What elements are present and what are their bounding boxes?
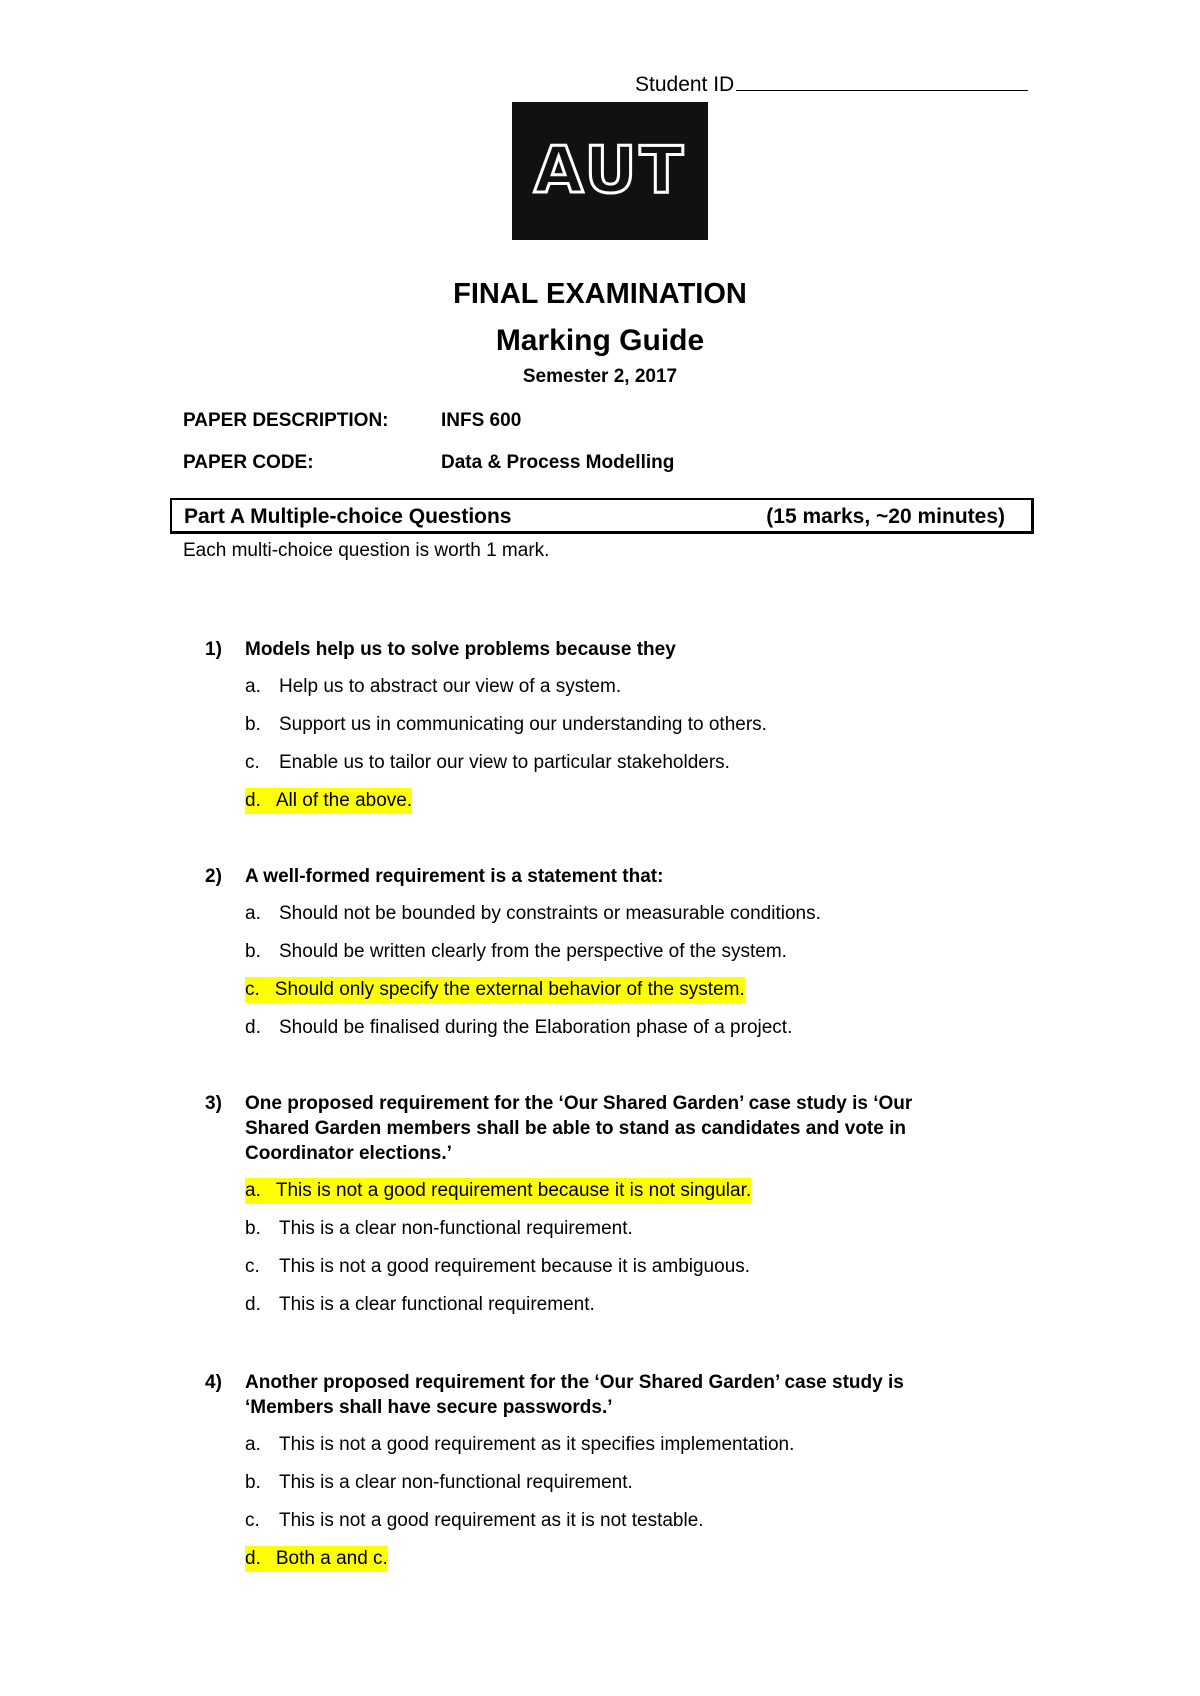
answer-option bbox=[245, 1254, 985, 1280]
answer-option bbox=[245, 674, 985, 700]
option-letter: a. bbox=[245, 676, 261, 697]
paper-description-row bbox=[183, 410, 521, 432]
question-number: 2) bbox=[205, 866, 222, 887]
question-4 bbox=[205, 1370, 985, 1572]
answer-option bbox=[245, 1470, 985, 1496]
option-letter: b. bbox=[245, 1472, 261, 1493]
option-letter: d. bbox=[245, 1546, 276, 1572]
question-header bbox=[205, 1370, 985, 1420]
option-text: Should be written clearly from the perspective of the system. bbox=[279, 941, 787, 962]
paper-code-row bbox=[183, 452, 674, 474]
question-2 bbox=[205, 864, 985, 1041]
answer-option bbox=[245, 939, 985, 965]
exam-semester: Semester 2, 2017 bbox=[522, 366, 678, 387]
paper-code-value: Data & Process Modelling bbox=[441, 452, 675, 473]
correct-answer-option bbox=[245, 977, 985, 1003]
option-letter: d. bbox=[245, 1017, 261, 1038]
answer-option bbox=[245, 1292, 985, 1318]
student-id-label: Student ID bbox=[635, 73, 735, 96]
question-number: 1) bbox=[205, 639, 222, 660]
option-letter: b. bbox=[245, 941, 261, 962]
option-text: Should not be bounded by constraints or measurable conditions. bbox=[279, 903, 821, 924]
question-3 bbox=[205, 1091, 985, 1318]
option-letter: d. bbox=[245, 788, 276, 814]
question-text: One proposed requirement for the ‘Our Shared Garden’ case study is ‘Our Shared Garden members shall be able to stand as candidates and vote in Coordinator elections.’ bbox=[245, 1093, 913, 1164]
part-a-note: Each multi-choice question is worth 1 mark. bbox=[183, 540, 550, 561]
question-text: Another proposed requirement for the ‘Our Shared Garden’ case study is ‘Members shall have secure passwords.’ bbox=[245, 1372, 904, 1418]
option-text: Help us to abstract our view of a system. bbox=[279, 676, 622, 697]
option-letter: a. bbox=[245, 1434, 261, 1455]
answer-option bbox=[245, 750, 985, 776]
answer-option bbox=[245, 1216, 985, 1242]
exam-title: FINAL EXAMINATION bbox=[453, 278, 747, 310]
option-letter: b. bbox=[245, 714, 261, 735]
correct-answer-option bbox=[245, 788, 985, 814]
option-text: This is not a good requirement as it specifies implementation. bbox=[279, 1434, 795, 1455]
option-text: Should be finalised during the Elaboration phase of a project. bbox=[279, 1017, 793, 1038]
option-text: Should only specify the external behavior of the system. bbox=[275, 977, 745, 1003]
option-text: This is a clear non-functional requirement. bbox=[279, 1472, 633, 1493]
answer-option bbox=[245, 1015, 985, 1041]
question-header bbox=[205, 1091, 985, 1166]
option-letter: a. bbox=[245, 1178, 276, 1204]
question-1 bbox=[205, 637, 985, 814]
student-id-field bbox=[635, 72, 1028, 97]
option-letter: c. bbox=[245, 752, 260, 773]
option-text: This is not a good requirement because it is ambiguous. bbox=[279, 1256, 751, 1277]
option-letter: c. bbox=[245, 977, 275, 1003]
option-text: This is not a good requirement because it is not singular. bbox=[276, 1178, 751, 1204]
question-number: 4) bbox=[205, 1372, 222, 1393]
option-text: Support us in communicating our understanding to others. bbox=[279, 714, 767, 735]
question-header bbox=[205, 864, 985, 889]
option-text: This is a clear non-functional requirement. bbox=[279, 1218, 633, 1239]
paper-description-value: INFS 600 bbox=[441, 410, 522, 431]
part-a-title: Part A Multiple-choice Questions bbox=[184, 505, 512, 528]
option-letter: b. bbox=[245, 1218, 261, 1239]
option-text: Both a and c. bbox=[276, 1546, 388, 1572]
question-number: 3) bbox=[205, 1093, 222, 1114]
question-text: A well-formed requirement is a statement that: bbox=[245, 866, 664, 887]
answer-option bbox=[245, 1432, 985, 1458]
aut-logo bbox=[512, 102, 708, 240]
aut-logo-text: AUT bbox=[533, 134, 687, 208]
option-letter: c. bbox=[245, 1510, 260, 1531]
paper-description-label: PAPER DESCRIPTION: bbox=[183, 410, 389, 431]
question-header bbox=[205, 637, 985, 662]
option-text: Enable us to tailor our view to particular stakeholders. bbox=[279, 752, 730, 773]
option-text: All of the above. bbox=[276, 788, 412, 814]
answer-option bbox=[245, 901, 985, 927]
paper-code-label: PAPER CODE: bbox=[183, 452, 314, 473]
question-text: Models help us to solve problems because they bbox=[245, 639, 676, 660]
exam-subtitle: Marking Guide bbox=[495, 324, 705, 357]
answer-option bbox=[245, 1508, 985, 1534]
student-id-blank-line bbox=[736, 72, 1028, 91]
correct-answer-option bbox=[245, 1178, 985, 1204]
part-a-header-box bbox=[170, 498, 1034, 534]
option-letter: c. bbox=[245, 1256, 260, 1277]
answer-option bbox=[245, 712, 985, 738]
option-text: This is not a good requirement as it is not testable. bbox=[279, 1510, 704, 1531]
option-text: This is a clear functional requirement. bbox=[279, 1294, 595, 1315]
option-letter: d. bbox=[245, 1294, 261, 1315]
option-letter: a. bbox=[245, 903, 261, 924]
correct-answer-option bbox=[245, 1546, 985, 1572]
part-a-marks: (15 marks, ~20 minutes) bbox=[766, 505, 1005, 528]
